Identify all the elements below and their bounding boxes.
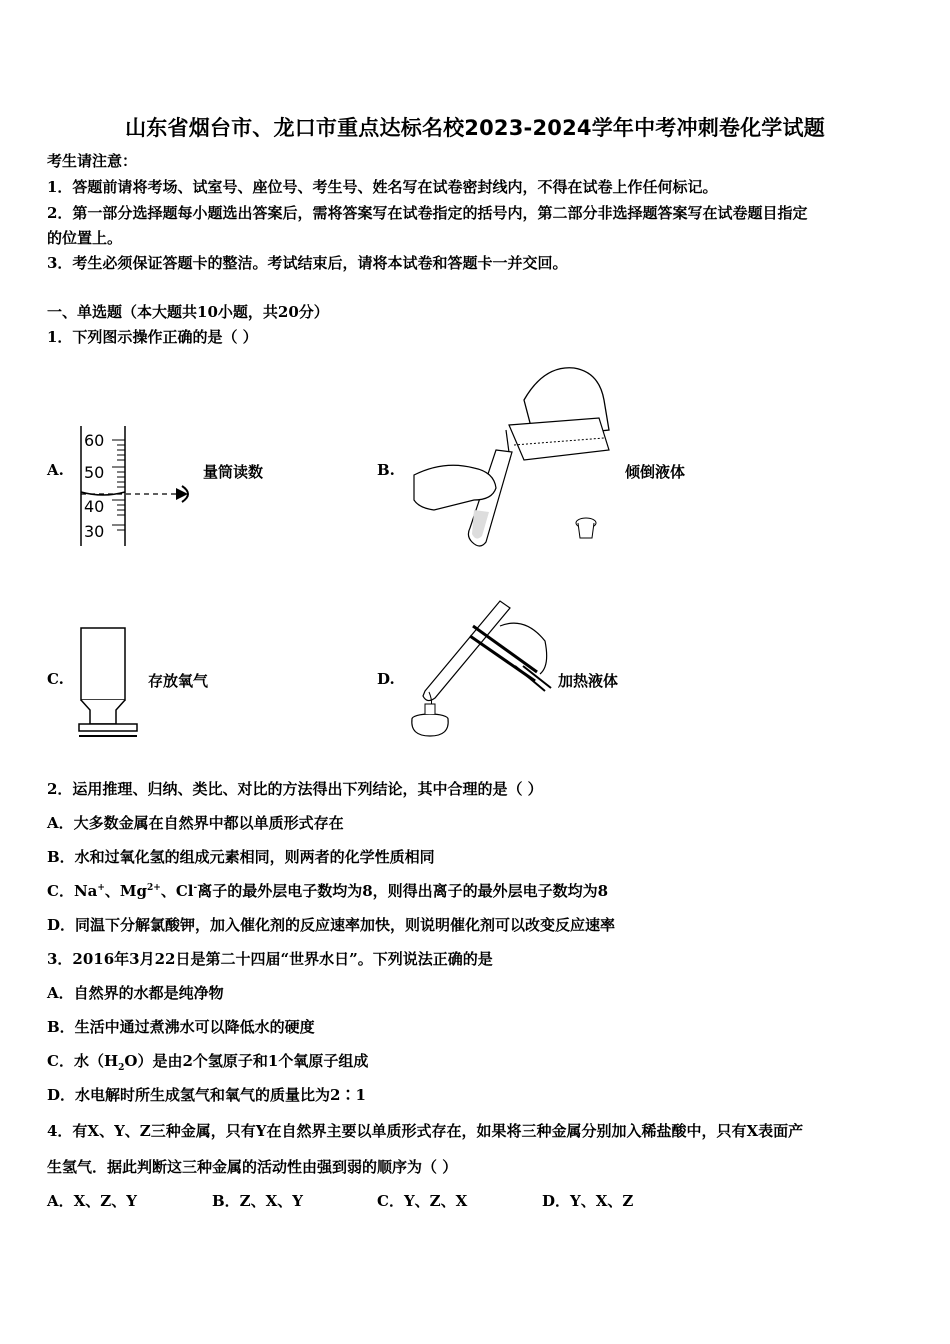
cylinder-tick-50: 50 bbox=[84, 463, 105, 482]
heat-liquid-figure bbox=[405, 596, 555, 741]
notice-item-3: 3．考生必须保证答题卡的整洁。考试结束后，请将本试卷和答题卡一并交回。 bbox=[47, 254, 568, 272]
q4-option-a: A．X、Z、Y bbox=[47, 1192, 137, 1210]
q1-option-c-letter: C. bbox=[47, 670, 64, 688]
q3-option-d: D．水电解时所生成氢气和氧气的质量比为2∶1 bbox=[47, 1086, 366, 1104]
notice-item-1: 1．答题前请将考场、试室号、座位号、考生号、姓名写在试卷密封线内，不得在试卷上作任何标记。 bbox=[47, 178, 718, 196]
q3-option-c: C．水$(H_2O)$是由2个氢原子和1个氧原子组成 bbox=[47, 1052, 369, 1073]
q3-option-a: A．自然界的水都是纯净物 bbox=[47, 984, 224, 1002]
q1-option-d-caption: 加热液体 bbox=[558, 672, 619, 690]
q4-option-c: C．Y、Z、X bbox=[377, 1192, 468, 1210]
q2-option-c: C．Na+、$Mg^{2+}$、Cl-离子的最外层电子数均为8，则得出离子的最外层电子数均为8 bbox=[47, 882, 609, 900]
notice-item-2: 2．第一部分选择题每小题选出答案后，需将答案写在试卷指定的括号内，第二部分非选择题答案写在试卷题目指定 bbox=[47, 204, 808, 222]
graduated-cylinder-figure bbox=[76, 424, 201, 550]
q4-stem-line2: 生氢气．据此判断这三种金属的活动性由强到弱的顺序为（ ） bbox=[47, 1158, 458, 1176]
q1-option-a-letter: A. bbox=[47, 461, 64, 479]
q2-option-b: B．水和过氧化氢的组成元素相同，则两者的化学性质相同 bbox=[47, 848, 435, 866]
q1-option-a-caption: 量筒读数 bbox=[203, 463, 264, 481]
q2-stem: 2．运用推理、归纳、类比、对比的方法得出下列结论，其中合理的是（ ） bbox=[47, 780, 543, 798]
q2-option-d: D．同温下分解氯酸钾，加入催化剂的反应速率加快，则说明催化剂可以改变反应速率 bbox=[47, 916, 616, 934]
q3-option-b: B．生活中通过煮沸水可以降低水的硬度 bbox=[47, 1018, 315, 1036]
pour-liquid-figure bbox=[414, 360, 624, 550]
q1-option-b-caption: 倾倒液体 bbox=[625, 463, 686, 481]
cylinder-tick-60: 60 bbox=[84, 431, 105, 450]
q1-stem: 1．下列图示操作正确的是（ ） bbox=[47, 328, 258, 346]
q4-option-d: D．Y、X、Z bbox=[542, 1192, 634, 1210]
cylinder-tick-30: 30 bbox=[84, 522, 105, 541]
q2-option-a: A．大多数金属在自然界中都以单质形式存在 bbox=[47, 814, 344, 832]
section-heading: 一、单选题（本大题共10小题，共20分） bbox=[47, 303, 329, 321]
q1-option-b-letter: B. bbox=[377, 461, 395, 479]
notice-item-2-cont: 的位置上。 bbox=[47, 229, 123, 247]
q3-stem: 3．2016年3月22日是第二十四届“世界水日”。下列说法正确的是 bbox=[47, 950, 493, 968]
q1-option-d-letter: D. bbox=[377, 670, 395, 688]
q4-option-b: B．Z、X、Y bbox=[212, 1192, 303, 1210]
page-title: 山东省烟台市、龙口市重点达标名校2023-2024学年中考冲刺卷化学试题 bbox=[125, 116, 825, 140]
q1-option-c-caption: 存放氧气 bbox=[148, 672, 209, 690]
notice-heading: 考生请注意： bbox=[47, 152, 138, 170]
gas-jar-figure bbox=[78, 626, 140, 740]
cylinder-tick-40: 40 bbox=[84, 497, 105, 516]
q4-stem-line1: 4．有X、Y、Z三种金属，只有Y在自然界主要以单质形式存在，如果将三种金属分别加入稀盐酸中，只有X表面产 bbox=[47, 1122, 804, 1140]
